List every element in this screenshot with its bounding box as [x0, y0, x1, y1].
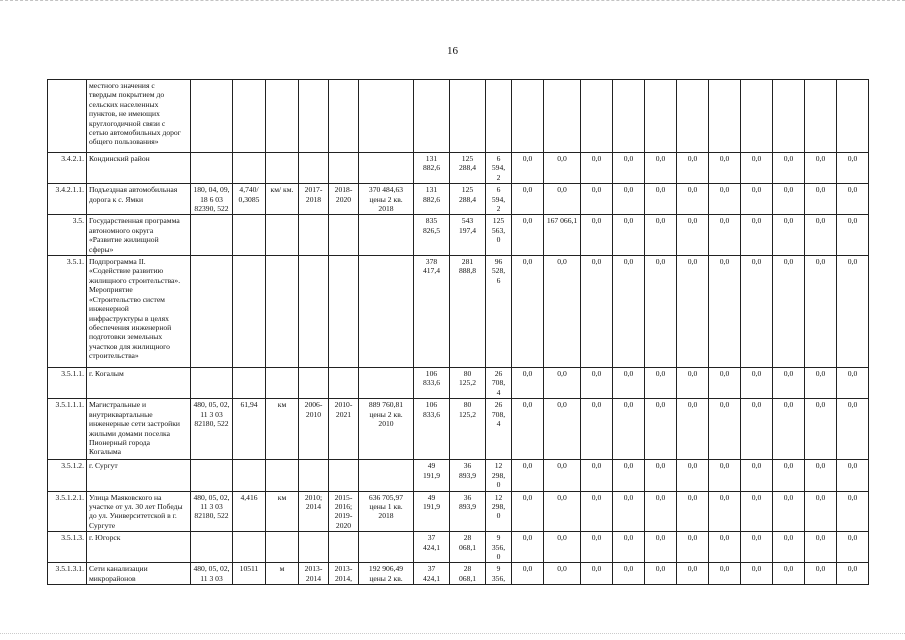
year-value: 0,0: [805, 368, 837, 399]
year-value: 0,0: [677, 215, 709, 256]
year-value: [805, 80, 837, 153]
unit: м: [266, 563, 299, 585]
region-budget-value: 80 125,2: [450, 399, 486, 460]
start-years: [299, 256, 329, 368]
total-value: 49 191,9: [414, 460, 450, 491]
year-value: 0,0: [741, 563, 773, 585]
region-budget-value: 28 068,1: [450, 532, 486, 563]
table-row: [48, 80, 869, 153]
year-value: 0,0: [544, 532, 581, 563]
year-value: [677, 80, 709, 153]
estimated-cost: [359, 215, 414, 256]
year-value: 0,0: [709, 184, 741, 215]
estimated-cost: [359, 460, 414, 491]
year-value: 0,0: [677, 532, 709, 563]
local-budget-value: 125 563, 0: [486, 215, 512, 256]
year-value: 0,0: [677, 399, 709, 460]
capacity: [233, 460, 266, 491]
estimated-cost: [359, 153, 414, 184]
year-value: 0,0: [837, 399, 869, 460]
year-value: 0,0: [709, 368, 741, 399]
year-value: 0,0: [581, 563, 613, 585]
year-value: 0,0: [544, 491, 581, 532]
year-value: 0,0: [837, 532, 869, 563]
table-row: [48, 215, 869, 256]
year-value: 167 066,1: [544, 215, 581, 256]
unit: [266, 532, 299, 563]
table-row: [48, 368, 869, 399]
year-value: 0,0: [709, 153, 741, 184]
budget-code: [191, 532, 233, 563]
year-value: 0,0: [805, 184, 837, 215]
row-name: Подъездная автомобильная дорога к с. Ямки: [87, 184, 191, 215]
year-value: 0,0: [613, 532, 645, 563]
table-body: [48, 80, 869, 585]
estimated-cost: 370 484,63 цены 2 кв. 2018: [359, 184, 414, 215]
estimated-cost: 192 906,49 цены 2 кв.: [359, 563, 414, 585]
start-years: [299, 153, 329, 184]
start-years: [299, 215, 329, 256]
year-value: 0,0: [773, 563, 805, 585]
row-name: г. Югорск: [87, 532, 191, 563]
total-value: [414, 80, 450, 153]
region-budget-value: 36 893,9: [450, 460, 486, 491]
table-row: [48, 399, 869, 460]
year-value: 0,0: [837, 215, 869, 256]
budget-code: [191, 256, 233, 368]
table-row: [48, 563, 869, 585]
start-years: 2010; 2014: [299, 491, 329, 532]
budget-code: 480, 05, 02, 11 3 03 82180, 522: [191, 399, 233, 460]
capacity: [233, 256, 266, 368]
capacity: [233, 368, 266, 399]
row-id: 3.5.1.1.: [48, 368, 87, 399]
row-id: 3.5.1.: [48, 256, 87, 368]
year-value: 0,0: [805, 153, 837, 184]
year-value: 0,0: [645, 184, 677, 215]
capacity: 4,416: [233, 491, 266, 532]
year-value: 0,0: [645, 153, 677, 184]
year-value: 0,0: [773, 368, 805, 399]
region-budget-value: 125 288,4: [450, 184, 486, 215]
year-value: 0,0: [773, 491, 805, 532]
row-name: Улица Маяковского на участке от ул. 30 лет Победы до ул. Университетской в г. Сургуте: [87, 491, 191, 532]
year-value: 0,0: [677, 563, 709, 585]
year-value: 0,0: [741, 256, 773, 368]
budget-code: 180, 04, 09, 18 6 03 82390, 522: [191, 184, 233, 215]
unit: км/ км.: [266, 184, 299, 215]
budget-code: [191, 80, 233, 153]
unit: [266, 80, 299, 153]
year-value: 0,0: [645, 532, 677, 563]
row-id: 3.5.1.3.: [48, 532, 87, 563]
total-value: 49 191,9: [414, 491, 450, 532]
start-years: 2013- 2014: [299, 563, 329, 585]
end-years: 2010- 2021: [329, 399, 359, 460]
start-years: [299, 80, 329, 153]
year-value: 0,0: [613, 491, 645, 532]
unit: км: [266, 399, 299, 460]
year-value: 0,0: [512, 368, 544, 399]
table-row: [48, 491, 869, 532]
year-value: 0,0: [741, 460, 773, 491]
year-value: 0,0: [741, 184, 773, 215]
row-name: Государственная программа автономного округа «Развитие жилищной сферы»: [87, 215, 191, 256]
year-value: 0,0: [544, 256, 581, 368]
table-row: [48, 532, 869, 563]
year-value: 0,0: [645, 563, 677, 585]
year-value: 0,0: [581, 368, 613, 399]
year-value: 0,0: [645, 215, 677, 256]
end-years: [329, 368, 359, 399]
year-value: 0,0: [512, 256, 544, 368]
total-value: 37 424,1: [414, 563, 450, 585]
row-id: 3.4.2.1.: [48, 153, 87, 184]
year-value: 0,0: [837, 368, 869, 399]
local-budget-value: [486, 80, 512, 153]
year-value: 0,0: [512, 215, 544, 256]
total-value: 378 417,4: [414, 256, 450, 368]
year-value: 0,0: [512, 184, 544, 215]
scan-top-edge: [0, 0, 905, 7]
year-value: 0,0: [837, 256, 869, 368]
start-years: 2006- 2010: [299, 399, 329, 460]
start-years: [299, 460, 329, 491]
row-name: местного значения с твердым покрытием до сельских населенных пунктов, не имеющих круглогодичной связи с сетью автомобильных дорог общего пользования»: [87, 80, 191, 153]
row-id: 3.5.1.1.1.: [48, 399, 87, 460]
end-years: [329, 153, 359, 184]
estimated-cost: [359, 368, 414, 399]
year-value: 0,0: [709, 491, 741, 532]
year-value: 0,0: [773, 153, 805, 184]
year-value: 0,0: [773, 256, 805, 368]
total-value: 131 882,6: [414, 184, 450, 215]
scan-bottom-edge: [0, 633, 905, 635]
end-years: [329, 80, 359, 153]
region-budget-value: 543 197,4: [450, 215, 486, 256]
budget-table: [47, 79, 869, 585]
local-budget-value: 9 356, 0: [486, 532, 512, 563]
region-budget-value: 28 068,1: [450, 563, 486, 585]
total-value: 106 833,6: [414, 368, 450, 399]
row-name: Подпрограмма II. «Содействие развитию жилищного строительства». Мероприятие «Строительство систем инженерной инфраструктуры в целях обеспечения инженерной подготовки земельных участков для жилищного строительства»: [87, 256, 191, 368]
end-years: [329, 460, 359, 491]
year-value: 0,0: [805, 532, 837, 563]
local-budget-value: 26 708, 4: [486, 368, 512, 399]
end-years: 2018- 2020: [329, 184, 359, 215]
year-value: 0,0: [837, 460, 869, 491]
year-value: 0,0: [544, 399, 581, 460]
year-value: 0,0: [709, 532, 741, 563]
row-id: [48, 80, 87, 153]
year-value: 0,0: [512, 460, 544, 491]
year-value: 0,0: [709, 399, 741, 460]
end-years: [329, 215, 359, 256]
year-value: 0,0: [709, 460, 741, 491]
unit: км: [266, 491, 299, 532]
year-value: 0,0: [837, 153, 869, 184]
year-value: [512, 80, 544, 153]
year-value: 0,0: [677, 256, 709, 368]
capacity: [233, 80, 266, 153]
year-value: 0,0: [677, 491, 709, 532]
year-value: 0,0: [741, 491, 773, 532]
year-value: 0,0: [805, 399, 837, 460]
year-value: 0,0: [613, 184, 645, 215]
start-years: [299, 368, 329, 399]
year-value: 0,0: [544, 184, 581, 215]
end-years: 2013- 2014,: [329, 563, 359, 585]
start-years: [299, 532, 329, 563]
year-value: 0,0: [581, 256, 613, 368]
year-value: 0,0: [805, 491, 837, 532]
row-id: 3.5.1.2.1.: [48, 491, 87, 532]
local-budget-value: 6 594, 2: [486, 153, 512, 184]
estimated-cost: 636 705,97 цены 1 кв. 2018: [359, 491, 414, 532]
year-value: 0,0: [512, 153, 544, 184]
total-value: 37 424,1: [414, 532, 450, 563]
row-id: 3.4.2.1.1.: [48, 184, 87, 215]
year-value: 0,0: [741, 153, 773, 184]
year-value: 0,0: [544, 153, 581, 184]
unit: [266, 460, 299, 491]
total-value: 131 882,6: [414, 153, 450, 184]
year-value: 0,0: [613, 256, 645, 368]
row-name: Сети канализации микрорайонов: [87, 563, 191, 585]
capacity: [233, 215, 266, 256]
capacity: 61,94: [233, 399, 266, 460]
year-value: 0,0: [677, 184, 709, 215]
table-row: [48, 153, 869, 184]
row-id: 3.5.1.2.: [48, 460, 87, 491]
row-name: Кондинский район: [87, 153, 191, 184]
year-value: [645, 80, 677, 153]
region-budget-value: 125 288,4: [450, 153, 486, 184]
year-value: [773, 80, 805, 153]
year-value: [544, 80, 581, 153]
end-years: [329, 256, 359, 368]
row-id: 3.5.1.3.1.: [48, 563, 87, 585]
year-value: 0,0: [544, 460, 581, 491]
year-value: [741, 80, 773, 153]
region-budget-value: 281 888,8: [450, 256, 486, 368]
year-value: [837, 80, 869, 153]
year-value: 0,0: [773, 184, 805, 215]
year-value: 0,0: [512, 532, 544, 563]
year-value: 0,0: [837, 491, 869, 532]
year-value: 0,0: [645, 460, 677, 491]
year-value: 0,0: [677, 153, 709, 184]
budget-code: [191, 460, 233, 491]
year-value: 0,0: [581, 460, 613, 491]
year-value: 0,0: [581, 491, 613, 532]
year-value: 0,0: [581, 184, 613, 215]
year-value: 0,0: [613, 368, 645, 399]
unit: [266, 368, 299, 399]
year-value: 0,0: [741, 532, 773, 563]
year-value: 0,0: [773, 460, 805, 491]
budget-code: 480, 05, 02, 11 3 03: [191, 563, 233, 585]
year-value: 0,0: [709, 563, 741, 585]
year-value: 0,0: [645, 368, 677, 399]
year-value: 0,0: [773, 399, 805, 460]
year-value: 0,0: [512, 491, 544, 532]
unit: [266, 256, 299, 368]
year-value: 0,0: [709, 215, 741, 256]
local-budget-value: 12 298, 0: [486, 491, 512, 532]
year-value: 0,0: [581, 153, 613, 184]
year-value: [581, 80, 613, 153]
year-value: 0,0: [613, 563, 645, 585]
year-value: 0,0: [805, 256, 837, 368]
year-value: 0,0: [645, 491, 677, 532]
year-value: 0,0: [805, 563, 837, 585]
year-value: 0,0: [837, 184, 869, 215]
local-budget-value: 12 298, 0: [486, 460, 512, 491]
budget-code: [191, 215, 233, 256]
capacity: [233, 532, 266, 563]
year-value: 0,0: [837, 563, 869, 585]
budget-code: [191, 368, 233, 399]
total-value: 835 826,5: [414, 215, 450, 256]
capacity: 10511: [233, 563, 266, 585]
budget-code: [191, 153, 233, 184]
year-value: 0,0: [645, 399, 677, 460]
estimated-cost: [359, 256, 414, 368]
year-value: 0,0: [773, 532, 805, 563]
year-value: 0,0: [613, 460, 645, 491]
local-budget-value: 6 594, 2: [486, 184, 512, 215]
row-id: 3.5.: [48, 215, 87, 256]
year-value: 0,0: [581, 399, 613, 460]
year-value: 0,0: [613, 215, 645, 256]
year-value: 0,0: [805, 215, 837, 256]
estimated-cost: [359, 532, 414, 563]
year-value: [613, 80, 645, 153]
row-name: г. Когалым: [87, 368, 191, 399]
local-budget-value: 9 356,: [486, 563, 512, 585]
estimated-cost: [359, 80, 414, 153]
year-value: 0,0: [741, 399, 773, 460]
year-value: 0,0: [544, 563, 581, 585]
unit: [266, 215, 299, 256]
local-budget-value: 96 528, 6: [486, 256, 512, 368]
local-budget-value: 26 708, 4: [486, 399, 512, 460]
region-budget-value: 36 893,9: [450, 491, 486, 532]
row-name: Магистральные и внутриквартальные инженерные сети застройки жилыми домами поселка Пионерный города Когалыма: [87, 399, 191, 460]
year-value: [709, 80, 741, 153]
year-value: 0,0: [613, 399, 645, 460]
budget-code: 480, 05, 02, 11 3 03 82180, 522: [191, 491, 233, 532]
estimated-cost: 889 760,81 цены 2 кв. 2010: [359, 399, 414, 460]
unit: [266, 153, 299, 184]
year-value: 0,0: [581, 215, 613, 256]
region-budget-value: [450, 80, 486, 153]
year-value: 0,0: [581, 532, 613, 563]
region-budget-value: 80 125,2: [450, 368, 486, 399]
capacity: 4,740/ 0,3085: [233, 184, 266, 215]
year-value: 0,0: [677, 368, 709, 399]
year-value: 0,0: [773, 215, 805, 256]
year-value: 0,0: [709, 256, 741, 368]
year-value: 0,0: [645, 256, 677, 368]
capacity: [233, 153, 266, 184]
year-value: 0,0: [613, 153, 645, 184]
table-row: [48, 460, 869, 491]
total-value: 106 833,6: [414, 399, 450, 460]
year-value: 0,0: [677, 460, 709, 491]
table-row: [48, 256, 869, 368]
year-value: 0,0: [512, 563, 544, 585]
year-value: 0,0: [741, 215, 773, 256]
end-years: [329, 532, 359, 563]
row-name: г. Сургут: [87, 460, 191, 491]
end-years: 2015- 2016; 2019- 2020: [329, 491, 359, 532]
year-value: 0,0: [544, 368, 581, 399]
year-value: 0,0: [741, 368, 773, 399]
page-number: 16: [447, 45, 458, 57]
start-years: 2017- 2018: [299, 184, 329, 215]
year-value: 0,0: [805, 460, 837, 491]
table-row: [48, 184, 869, 215]
year-value: 0,0: [512, 399, 544, 460]
